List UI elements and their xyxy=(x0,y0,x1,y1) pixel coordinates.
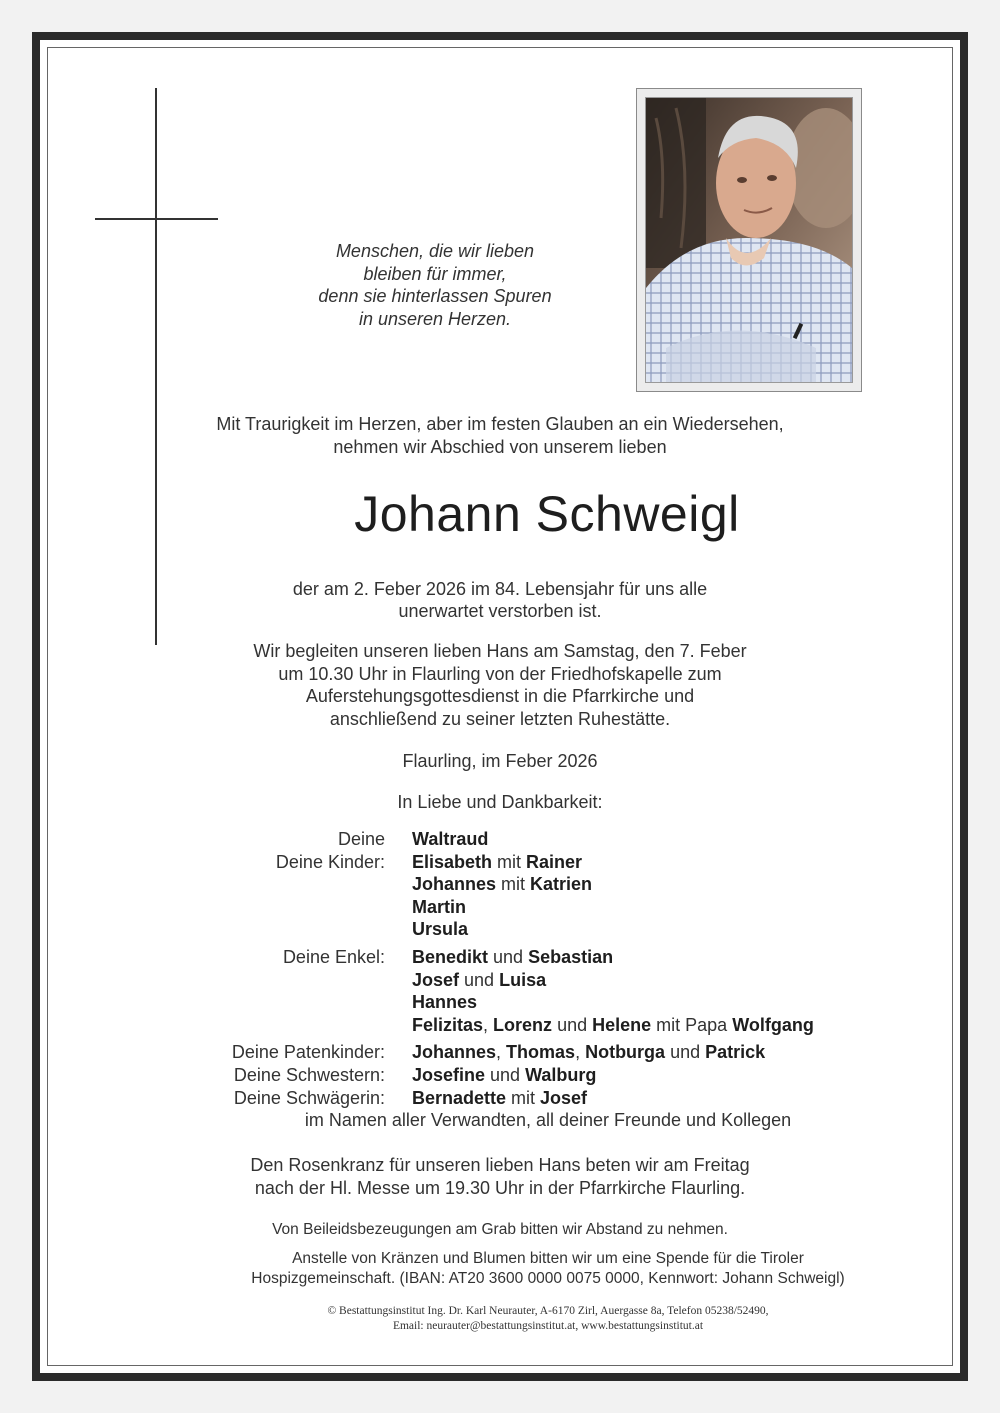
rosary-notice xyxy=(0,1154,1000,1199)
mourner-row: Martin xyxy=(412,896,466,917)
intro-line: Mit Traurigkeit im Herzen, aber im festen Glauben an ein Wiedersehen, xyxy=(216,414,784,434)
funeral-home-footer xyxy=(48,1304,1000,1334)
mourner-row-grandchildren: Deine Enkel: Benedikt und Sebastian xyxy=(282,946,614,967)
funeral-details xyxy=(0,640,1000,730)
intro-text xyxy=(0,413,1000,458)
mourner-row: Hannes xyxy=(412,992,478,1013)
mourner-row-sisters: Deine Schwestern: Josefine und Walburg xyxy=(233,1064,597,1085)
cross-icon xyxy=(155,88,157,645)
rosary-line: nach der Hl. Messe um 19.30 Uhr in der Pfarrkirche Flaurling. xyxy=(254,1177,746,1198)
donation-line: Hospizgemeinschaft. (IBAN: AT20 3600 0000 0075 0000, Kennwort: Johann Schweigl) xyxy=(251,1270,845,1287)
portrait-photo xyxy=(645,97,853,383)
funeral-line: anschließend zu seiner letzten Ruhestätte. xyxy=(329,708,671,729)
donation-notice xyxy=(48,1249,1000,1289)
footer-line: Email: neurauter@bestattungsinstitut.at, www.bestattungsinstitut.at xyxy=(392,1320,704,1332)
funeral-line: Auferstehungsgottesdienst in die Pfarrkirche und xyxy=(305,686,695,706)
relatives-line: im Namen aller Verwandten, all deiner Freunde und Kollegen xyxy=(304,1110,792,1131)
funeral-line: um 10.30 Uhr in Flaurling von der Friedhofskapelle zum xyxy=(278,663,722,684)
footer-line: © Bestattungsinstitut Ing. Dr. Karl Neurauter, A-6170 Zirl, Auergasse 8a, Telefon 05238/52490, xyxy=(327,1305,769,1317)
mourner-row-children: Deine Kinder: Elisabeth mit Rainer xyxy=(275,851,583,872)
memorial-verse xyxy=(260,240,610,330)
mourner-row: Johannes mit Katrien xyxy=(412,874,593,895)
mourners-list xyxy=(0,828,1000,1131)
gratitude-heading: In Liebe und Dankbarkeit: xyxy=(397,792,603,812)
portrait-frame xyxy=(636,88,862,392)
verse-line: in unseren Herzen. xyxy=(358,308,512,329)
mourner-row: Josef und Luisa xyxy=(412,969,547,990)
mourner-row-godchildren: Deine Patenkinder: Johannes, Thomas, Notburga und Patrick xyxy=(231,1042,766,1063)
mourner-row-sisters-in-law: Deine Schwägerin: Bernadette mit Josef xyxy=(233,1087,588,1108)
mourner-row: Ursula xyxy=(412,919,469,940)
death-line: der am 2. Feber 2026 im 84. Lebensjahr für uns alle xyxy=(292,579,708,599)
condolence-notice: Von Beileidsbezeugungen am Grab bitten wir Abstand zu nehmen. xyxy=(272,1221,728,1238)
place-date: Flaurling, im Feber 2026 xyxy=(402,751,598,771)
death-line: unerwartet verstorben ist. xyxy=(398,601,602,621)
cross-crossbar xyxy=(95,218,218,220)
verse-line: bleiben für immer, xyxy=(363,263,507,284)
death-notice xyxy=(0,578,1000,622)
donation-line: Anstelle von Kränzen und Blumen bitten wir um eine Spende für die Tiroler xyxy=(292,1250,804,1267)
intro-line: nehmen wir Abschied von unserem lieben xyxy=(333,436,667,457)
mourner-row: Felizitas, Lorenz und Helene mit Papa Wolfgang xyxy=(412,1014,814,1035)
portrait-illustration xyxy=(646,98,852,382)
funeral-line: Wir begleiten unseren lieben Hans am Samstag, den 7. Feber xyxy=(253,641,747,661)
mourner-row-wife: Deine Waltraud xyxy=(337,829,489,849)
verse-line: Menschen, die wir lieben xyxy=(335,241,535,261)
deceased-name: Johann Schweigl xyxy=(354,486,740,542)
rosary-line: Den Rosenkranz für unseren lieben Hans beten wir am Freitag xyxy=(250,1155,750,1175)
verse-line: denn sie hinterlassen Spuren xyxy=(318,286,552,306)
